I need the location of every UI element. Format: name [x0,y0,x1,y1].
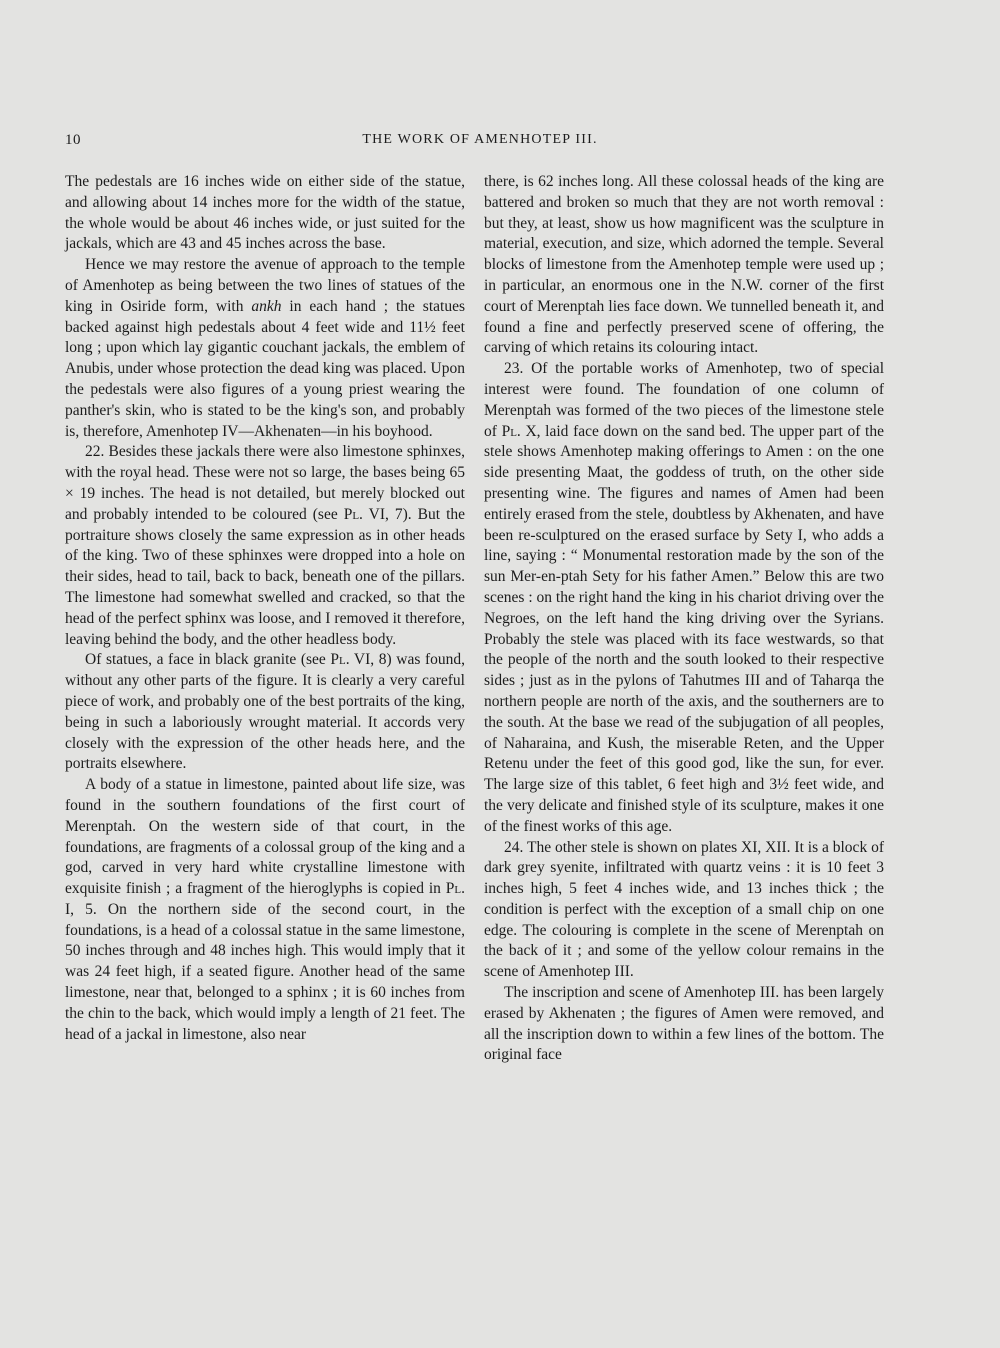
plate-ref: Pl. [501,422,521,440]
paragraph [484,172,884,359]
paragraph-text: 23. Of the portable works of Amenhotep, two of special interest were found. The foundation of one column of Merenptah was formed of the two pieces of the limestone stele of [484,360,884,440]
paragraph-text: A body of a statue in limestone, painted about life size, was found in the southern foundations of the first court of Merenptah. On the western side of that court, in the foundations, are fragments of a colossal group of the king and a god, carved in very hard white crystalline limestone with exquisite finish ; a fragment of the hieroglyphs is copied in [65,776,465,898]
paragraph [484,359,884,837]
page-number: 10 [65,132,81,148]
italic-term: ankh [251,297,282,315]
paragraph-text: The inscription and scene of Amenhotep III. has been largely erased by Akhenaten ; the figures of Amen were removed, and all the inscription down to within a few lines of the bottom. The original face [484,984,884,1064]
paragraph [65,255,465,442]
paragraph-text: X, laid face down on the sand bed. The upper part of the stele shows Amenhotep making offerings to Amen : on the one side presenting Maat, the goddess of truth, on the other side presenting wine. The figures and names of Amen had been entirely erased from the stele, doubtless by Akhenaten, and have been re-sculptured on the erased surface by Sety I, who adds a line, saying : “ Monumental restoration made by the son of the sun Mer-en-ptah Sety for his father Amen.” Below this are two scenes : on the right hand the king in his chariot driving over the Negroes, on the left hand the king driving over the Syrians. Probably the stele was placed with its face westwards, so that the people of the north and the south looked to their respective sides ; just as in the pylons of Tahutmes III and of Taharqa the northern people are north of the axis, and the southerners are to the south. At the base we read of the subjugation of all peoples, of Naharaina, and Kush, the miserable Reten, and the Upper Retenu under the feet of this good god, like the sun, for ever. The large size of this tablet, 6 feet high and 3½ feet wide, and the very delicate and finished style of its sculpture, makes it one of the finest works of this age. [484,422,884,835]
running-head: THE WORK OF AMENHOTEP III. [362,132,598,147]
paragraph [484,838,884,984]
paragraph-text: in each hand ; the statues backed against high pedestals about 4 feet wide and 11½ feet long ; upon which lay gigantic couchant jackals, the emblem of Anubis, under whose protection the dead king was placed. Upon the pedestals were also figures of a young priest wearing the panther's skin, who is stated to be the king's son, and probably is, therefore, Amenhotep IV—Akhenaten—in his boyhood. [65,297,465,440]
paragraph [65,442,465,650]
paragraph-text: Hence we may restore the avenue of approach to the temple of Amenhotep as being between the two lines of statues of the king in Osiride form, with [65,256,465,315]
paragraph-text: VI, 8) was found, without any other parts of the figure. It is clearly a very careful piece of work, and probably one of the best portraits of the king, being in such a laboriously wrought material. It accords very closely with the expression of the other heads here, and the portraits elsewhere. [65,651,465,773]
paragraph-text: I, 5. On the northern side of the second court, in the foundations, is a head of a colossal statue in the same limestone, 50 inches through and 48 inches high. This would imply that it was 24 feet high, if a seated figure. Another head of the same limestone, near that, belonged to a sphinx ; it is 60 inches from the chin to the back, which would imply a length of 21 feet. The head of a jackal in limestone, also near [65,900,465,1043]
paragraph-text: The pedestals are 16 inches wide on either side of the statue, and allowing about 14 inches more for the width of the statue, the whole would be about 46 inches wide, or just suited for the jackals, which are 43 and 45 inches across the base. [65,173,465,253]
paragraph [65,172,465,255]
plate-ref: Pl. [343,505,363,523]
paragraph [484,983,884,1066]
right-column [484,172,884,1066]
paragraph-text: VI, 7). But the portraiture shows closely the same expression as in other heads of the king. Two of these sphinxes were dropped into a hole on their sides, head to tail, back to back, beneath one of the pillars. The limestone had somewhat swelled and cracked, so that the head of the perfect sphinx was loose, and I removed it therefore, leaving behind the body, and the other headless body. [65,505,465,648]
paragraph-text: Of statues, a face in black granite (see [85,651,331,669]
left-column [65,172,465,1045]
paragraph [65,775,465,1045]
paragraph-text: 24. The other stele is shown on plates XI, XII. It is a block of dark grey syenite, infiltrated with quartz veins : it is 10 feet 3 inches high, 5 feet 4 inches wide, and 13 inches thick ; the condition is perfect with the exception of a small chip on one edge. The colouring is complete in the scene of Merenptah on the back of it ; and some of the yellow colour remains in the scene of Amenhotep III. [484,838,884,981]
paragraph [65,650,465,775]
paragraph-text: 22. Besides these jackals there were also limestone sphinxes, with the royal head. These were not so large, the bases being 65 × 19 inches. The head is not detailed, but merely blocked out and probably intended to be coloured (see [65,443,465,523]
plate-ref: Pl. [330,651,350,669]
paragraph-text: there, is 62 inches long. All these colossal heads of the king are battered and broken so much that they are not worth removal : but they, at least, show us how magnificent was the sculpture in material, execution, and size, which adorned the temple. Several blocks of limestone from the Amenhotep temple were used up ; in particular, an enormous one in the N.W. corner of the first court of Merenptah lies face down. We tunnelled beneath it, and found a fine and perfectly preserved scene of offering, the carving of which retains its colouring intact. [484,173,884,357]
plate-ref: Pl. [445,880,465,898]
